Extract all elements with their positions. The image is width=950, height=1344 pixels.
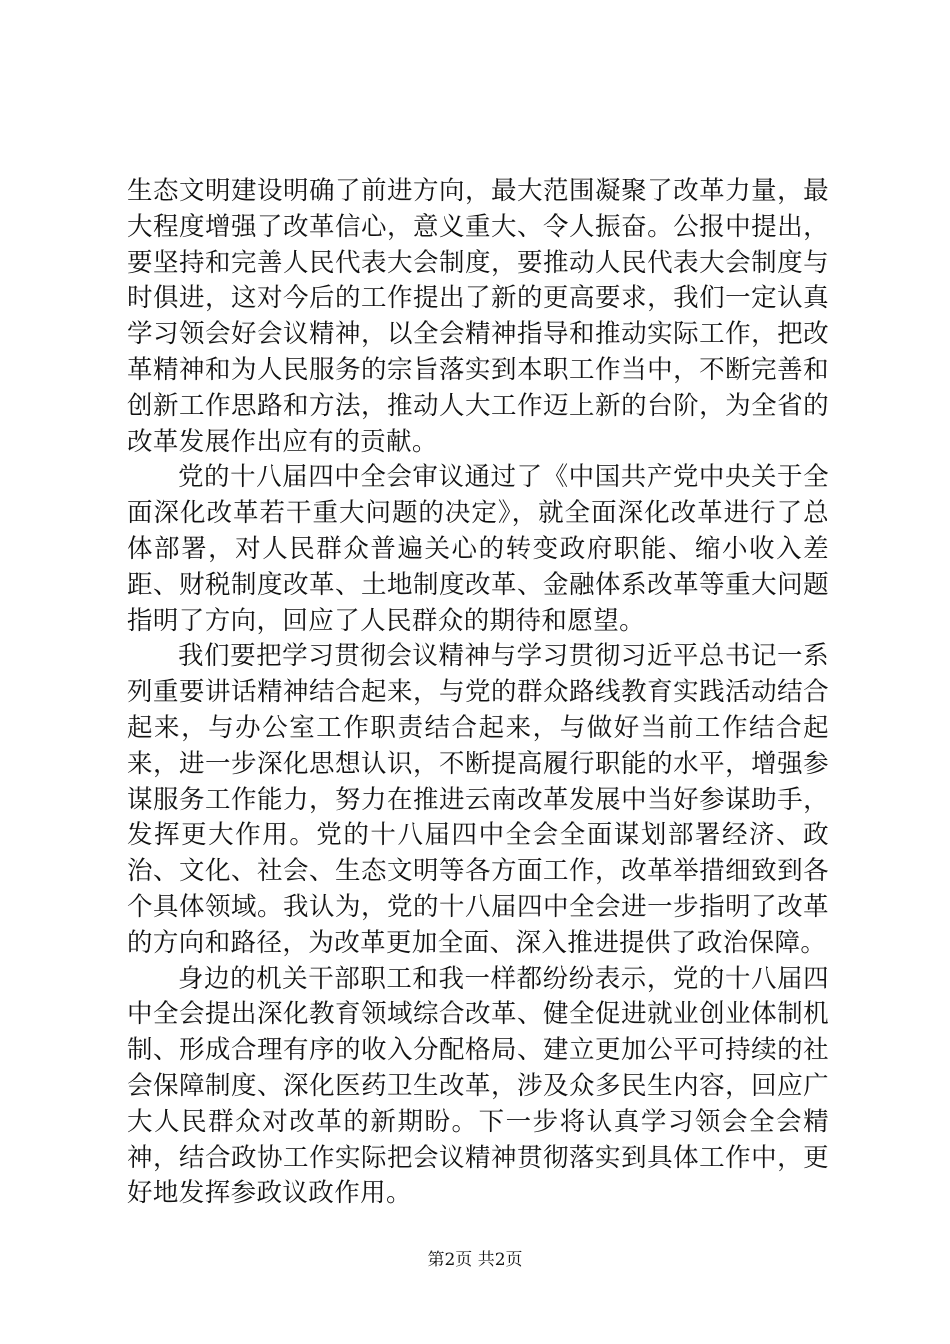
- page-number-footer: 第2页 共2页: [427, 1250, 523, 1270]
- paragraph-2: 党的十八届四中全会审议通过了《中国共产党中央关于全面深化改革若干重大问题的决定》，就全面深化改革进行了总体部署，对人民群众普遍关心的转变政府职能、缩小收入差距、财税制度改革、土地制度改革、金融体系改革等重大问题指明了方向，回应了人民群众的期待和愿望。: [127, 462, 829, 636]
- paragraph-4: 身边的机关干部职工和我一样都纷纷表示，党的十八届四中全会提出深化教育领域综合改革、健全促进就业创业体制机制、形成合理有序的收入分配格局、建立更加公平可持续的社会保障制度、深化医药卫生改革，涉及众多民生内容，回应广大人民群众对改革的新期盼。下一步将认真学习领会全会精神，结合政协工作实际把会议精神贯彻落实到具体工作中，更好地发挥参政议政作用。: [127, 963, 829, 1209]
- paragraph-1: 生态文明建设明确了前进方向，最大范围凝聚了改革力量，最大程度增强了改革信心，意义重大、令人振奋。公报中提出，要坚持和完善人民代表大会制度，要推动人民代表大会制度与时俱进，这对今后的工作提出了新的更高要求，我们一定认真学习领会好会议精神，以全会精神指导和推动实际工作，把改革精神和为人民服务的宗旨落实到本职工作当中，不断完善和创新工作思路和方法，推动人大工作迈上新的台阶，为全省的改革发展作出应有的贡献。: [127, 176, 829, 457]
- paragraph-3: 我们要把学习贯彻会议精神与学习贯彻习近平总书记一系列重要讲话精神结合起来，与党的群众路线教育实践活动结合起来，与办公室工作职责结合起来，与做好当前工作结合起来，进一步深化思想认识，不断提高履行职能的水平，增强参谋服务工作能力，努力在推进云南改革发展中当好参谋助手，发挥更大作用。党的十八届四中全会全面谋划部署经济、政治、文化、社会、生态文明等各方面工作，改革举措细致到各个具体领域。我认为，党的十八届四中全会进一步指明了改革的方向和路径，为改革更加全面、深入推进提供了政治保障。: [127, 641, 829, 958]
- document-body: [127, 174, 829, 1212]
